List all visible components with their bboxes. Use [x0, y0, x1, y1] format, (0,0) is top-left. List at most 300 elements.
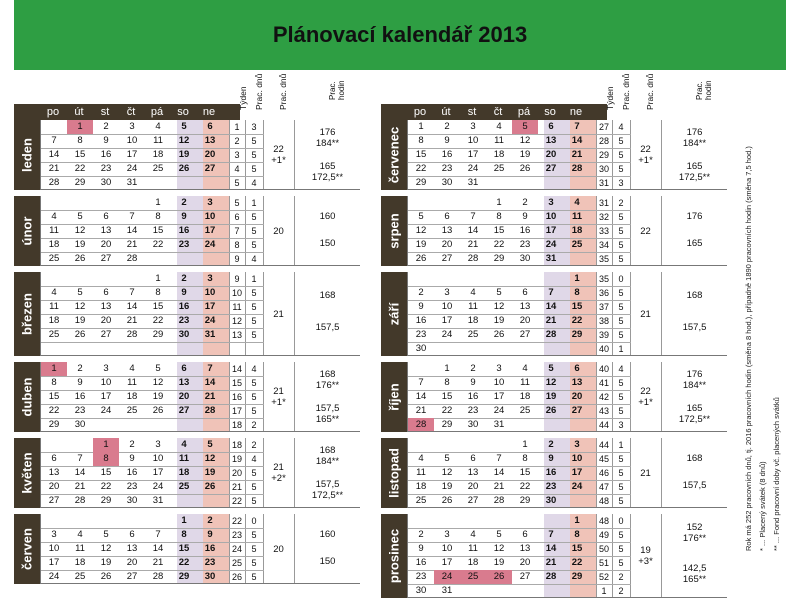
working-day-count: 0: [251, 516, 257, 526]
day-cell: 14: [467, 225, 479, 236]
day-cell: 19: [152, 391, 164, 402]
day-grid: [40, 272, 263, 356]
working-day-count: 2: [251, 420, 257, 430]
day-cell: 1: [181, 515, 187, 526]
week-number: 42: [598, 392, 609, 402]
day-cell: 1: [496, 197, 502, 208]
work-days-header: [263, 74, 295, 120]
month-srpen: [381, 196, 727, 266]
day-cell: 3: [129, 121, 135, 132]
week-number: 8: [234, 240, 240, 250]
day-cell: 26: [74, 329, 86, 340]
day-cell: 6: [470, 453, 476, 464]
day-cell: 9: [129, 453, 135, 464]
day-cell: 22: [571, 315, 583, 326]
week-number: 50: [598, 544, 609, 554]
day-grid: [407, 196, 630, 266]
day-cell: 13: [178, 377, 190, 388]
day-cell: 7: [548, 287, 554, 298]
month-únor: [14, 196, 360, 266]
working-day-count: 2: [251, 440, 257, 450]
work-days-value: 21: [640, 308, 651, 320]
working-day-count: 5: [618, 330, 624, 340]
work-hours-summary: [295, 514, 360, 584]
work-days-value: +1*: [638, 397, 653, 408]
day-cell: 12: [204, 453, 216, 464]
working-day-count: 5: [618, 164, 624, 174]
day-cell: 3: [574, 439, 580, 450]
work-hours-value: 172,5**: [311, 489, 344, 501]
day-cell: 4: [496, 121, 502, 132]
day-cell: 20: [519, 557, 531, 568]
month-bottom-line: [407, 189, 727, 190]
month-červenec: [381, 120, 727, 190]
day-cell: 26: [100, 571, 112, 582]
month-bottom-line: [40, 431, 360, 432]
day-cell: 17: [100, 391, 112, 402]
day-header-0: po: [413, 106, 427, 118]
day-cell: 23: [467, 405, 479, 416]
working-day-count: 4: [251, 254, 257, 264]
working-day-count: 5: [251, 530, 257, 540]
day-grid: [40, 362, 263, 432]
work-days-value: +1*: [271, 155, 286, 166]
day-cell: 11: [178, 453, 190, 464]
work-days-value: +1*: [271, 397, 286, 408]
work-days-value: +2*: [271, 473, 286, 484]
month-label-bar: [381, 514, 407, 598]
day-cell: 21: [415, 405, 427, 416]
month-name: leden: [19, 138, 35, 172]
week-number: 3: [234, 150, 240, 160]
day-cell: 12: [493, 543, 505, 554]
day-cell: 28: [74, 495, 86, 506]
day-cell: 31: [204, 329, 216, 340]
day-cell: 28: [48, 177, 60, 188]
day-cell: 31: [545, 253, 557, 264]
day-cell: 5: [496, 287, 502, 298]
day-cell: 12: [152, 377, 164, 388]
week-number: 48: [598, 516, 609, 526]
day-cell: 25: [493, 163, 505, 174]
day-cell: 3: [155, 439, 161, 450]
working-day-count: 4: [251, 454, 257, 464]
day-cell: 18: [48, 315, 60, 326]
day-cell: 9: [418, 301, 424, 312]
month-září: [381, 272, 727, 356]
month-bottom-line: [40, 265, 360, 266]
month-name: říjen: [386, 383, 402, 411]
week-number: 9: [234, 274, 240, 284]
work-days-header-text: Prac. dnů: [278, 73, 288, 110]
work-hours-header: [295, 74, 360, 120]
day-cell: 12: [415, 225, 427, 236]
day-cell: 8: [496, 211, 502, 222]
day-cell: 4: [418, 453, 424, 464]
week-header-text: Týden: [605, 85, 615, 110]
day-cell: 17: [571, 467, 583, 478]
week-number: 47: [598, 482, 609, 492]
day-cell: 11: [127, 377, 137, 388]
work-hours-value: 142,5: [682, 562, 707, 574]
work-hours-summary: [662, 514, 727, 598]
day-cell: 31: [441, 585, 453, 596]
day-cell: 3: [207, 273, 213, 284]
day-cell: 27: [467, 495, 479, 506]
week-number: 26: [231, 572, 242, 582]
month-label-bar: [381, 362, 407, 432]
day-cell: 20: [100, 315, 112, 326]
day-cell: 30: [415, 585, 427, 596]
day-cell: 9: [181, 287, 187, 298]
day-cell: 4: [155, 121, 161, 132]
day-cell: 23: [178, 239, 190, 250]
day-cell: 7: [207, 363, 213, 374]
day-cell: 3: [51, 529, 57, 540]
working-day-count: 5: [618, 454, 624, 464]
day-cell: 6: [444, 211, 450, 222]
work-hours-value: 165: [686, 238, 703, 249]
week-number: 44: [598, 440, 609, 450]
week-number: 11: [232, 302, 242, 312]
day-header-5: so: [544, 106, 556, 118]
day-cell: 21: [74, 481, 86, 492]
week-number: 21: [231, 482, 242, 492]
day-cell: 29: [74, 177, 86, 188]
day-cell: 8: [51, 377, 57, 388]
day-cell: 22: [100, 481, 112, 492]
day-cell: 17: [493, 391, 505, 402]
work-days-value: 21: [273, 386, 284, 397]
week-number: 46: [598, 468, 609, 478]
working-day-count: 5: [618, 496, 624, 506]
working-day-count: 5: [251, 212, 257, 222]
day-cell: 22: [178, 557, 190, 568]
day-cell: 15: [441, 391, 453, 402]
day-cell: 6: [103, 287, 109, 298]
working-day-count: 2: [618, 198, 624, 208]
day-header-4: pá: [517, 106, 531, 118]
day-cell: 29: [152, 329, 164, 340]
work-hours-value: 150: [319, 238, 336, 249]
month-label-bar: [381, 438, 407, 508]
month-prosinec: [381, 514, 727, 598]
day-cell: 29: [415, 177, 427, 188]
day-cell: 4: [470, 287, 476, 298]
day-cell: 19: [519, 149, 531, 160]
week-number: 38: [598, 316, 609, 326]
working-day-count: 5: [618, 544, 624, 554]
day-cell: 27: [571, 405, 583, 416]
day-cell: 30: [178, 329, 190, 340]
day-cell: 5: [77, 287, 83, 298]
day-cell: 3: [444, 287, 450, 298]
work-hours-value: 157,5: [682, 322, 707, 334]
day-cell: 16: [178, 225, 190, 236]
day-cell: 28: [493, 495, 505, 506]
working-day-count: 4: [251, 364, 257, 374]
working-day-count: 5: [251, 150, 257, 160]
day-cell: 20: [545, 149, 557, 160]
day-cell: 2: [418, 287, 424, 298]
day-cell: 19: [204, 467, 216, 478]
working-day-count: 5: [618, 212, 624, 222]
week-number: 35: [598, 254, 609, 264]
day-cell: 8: [155, 211, 161, 222]
month-label-bar: [14, 272, 40, 356]
month-červen: [14, 514, 360, 584]
week-number: 27: [598, 122, 609, 132]
work-days-value: 21: [273, 462, 284, 473]
day-cell: 30: [74, 419, 86, 430]
day-cell: 4: [470, 529, 476, 540]
day-cell: 27: [100, 329, 112, 340]
day-cell: 19: [493, 315, 505, 326]
day-cell: 24: [434, 570, 460, 584]
day-cell: 8: [574, 529, 580, 540]
working-day-count: 5: [251, 302, 257, 312]
day-cell: 8: [418, 135, 424, 146]
week-header-text: Týden: [238, 85, 248, 110]
month-label-bar: [381, 120, 407, 190]
day-cell: 3: [548, 197, 554, 208]
days-header-text: Prac. dnů: [621, 73, 631, 110]
footnote-summary: [744, 140, 756, 560]
week-number: 37: [598, 302, 609, 312]
day-grid: [407, 120, 630, 190]
work-hours-value: 176**: [315, 380, 340, 391]
day-cell: 25: [48, 329, 60, 340]
month-bottom-line: [40, 355, 360, 356]
day-cell: 13: [519, 301, 531, 312]
working-day-count: 5: [251, 330, 257, 340]
day-cell: 19: [493, 557, 505, 568]
day-cell: 16: [74, 391, 86, 402]
working-day-count: 5: [251, 164, 257, 174]
day-cell: 28: [126, 253, 138, 264]
week-number: 22: [231, 516, 242, 526]
day-cell: 21: [204, 391, 216, 402]
day-cell: 26: [204, 481, 216, 492]
calendar-first-half: [14, 73, 360, 582]
day-cell: 29: [571, 571, 583, 582]
day-cell: 25: [519, 405, 531, 416]
day-cell: 22: [441, 405, 453, 416]
week-number: 40: [598, 364, 609, 374]
day-cell: 13: [545, 135, 557, 146]
day-cell: 11: [153, 135, 163, 146]
day-cell: 12: [74, 301, 86, 312]
month-bottom-line: [407, 265, 727, 266]
month-bottom-line: [40, 507, 360, 508]
day-cell: 27: [545, 163, 557, 174]
working-day-count: 5: [618, 468, 624, 478]
day-cell: 4: [574, 197, 580, 208]
day-cell: 29: [441, 419, 453, 430]
work-hours-header: [662, 74, 727, 120]
day-cell: 7: [496, 453, 502, 464]
month-name: srpen: [386, 213, 402, 249]
month-bottom-line: [40, 583, 360, 584]
working-day-count: 5: [251, 482, 257, 492]
day-grid: [407, 272, 630, 356]
work-days-header: [630, 74, 662, 120]
day-cell: 31: [152, 495, 164, 506]
work-days-summary: [263, 362, 295, 432]
day-cell: 2: [418, 529, 424, 540]
day-cell: 15: [100, 467, 112, 478]
day-cell: 10: [467, 135, 479, 146]
day-cell: 24: [204, 239, 216, 250]
working-day-count: 4: [618, 122, 624, 132]
day-cell: 12: [441, 467, 453, 478]
day-cell: 11: [49, 225, 59, 236]
week-number: 4: [234, 164, 240, 174]
day-cell: 14: [126, 301, 138, 312]
day-cell: 25: [467, 329, 479, 340]
day-cell: 5: [418, 211, 424, 222]
week-number: 23: [231, 530, 242, 540]
day-cell: 10: [126, 135, 138, 146]
day-cell: 24: [126, 163, 138, 174]
column-header: [14, 74, 360, 120]
day-cell: 21: [571, 149, 583, 160]
week-number: 13: [231, 330, 242, 340]
week-number: 17: [231, 406, 242, 416]
day-cell: 21: [152, 557, 164, 568]
day-cell: 15: [178, 543, 190, 554]
day-cell: 16: [178, 301, 190, 312]
day-cell: 30: [519, 253, 531, 264]
day-cell: 30: [204, 571, 216, 582]
day-grid: [40, 438, 263, 508]
week-number: 7: [234, 226, 240, 236]
day-cell: 13: [100, 225, 112, 236]
work-hours-summary: [662, 196, 727, 266]
work-hours-value: 157,5: [682, 480, 707, 491]
day-cell: 15: [571, 301, 583, 312]
work-days-value: 22: [273, 144, 284, 155]
working-day-count: 5: [251, 406, 257, 416]
day-cell: 10: [204, 287, 216, 298]
week-number: 44: [598, 420, 609, 430]
day-cell: 24: [152, 481, 164, 492]
day-cell: 9: [207, 529, 213, 540]
day-cell: 28: [152, 571, 164, 582]
working-day-count: 2: [618, 572, 624, 582]
day-cell: 4: [77, 529, 83, 540]
day-cell: 31: [493, 419, 505, 430]
day-cell: 27: [204, 163, 216, 174]
month-name: duben: [19, 377, 35, 417]
week-number: 45: [598, 454, 609, 464]
day-cell: 24: [100, 405, 112, 416]
day-cell: 20: [571, 391, 583, 402]
working-day-count: 4: [251, 178, 257, 188]
week-number: 19: [231, 454, 242, 464]
month-name: březen: [19, 293, 35, 335]
month-label-bar: [381, 196, 407, 266]
working-day-count: 0: [618, 274, 624, 284]
week-number: 16: [231, 392, 242, 402]
working-day-count: 5: [251, 240, 257, 250]
week-number: 43: [598, 406, 609, 416]
title-banner: [14, 0, 786, 70]
working-day-count: 5: [618, 392, 624, 402]
work-hours-value: 165: [686, 160, 703, 172]
day-cell: 1: [67, 120, 93, 134]
day-cell: 21: [126, 239, 138, 250]
work-days-summary: [630, 196, 662, 266]
day-cell: 22: [571, 557, 583, 568]
day-cell: 23: [74, 405, 86, 416]
day-cell: 16: [467, 391, 479, 402]
day-cell: 13: [126, 543, 138, 554]
day-cell: 27: [178, 405, 190, 416]
day-cell: 21: [126, 315, 138, 326]
day-header-6: ne: [569, 106, 583, 118]
day-cell: 28: [545, 329, 557, 340]
day-cell: 2: [470, 363, 476, 374]
week-number: 18: [231, 420, 242, 430]
day-cell: 20: [204, 149, 216, 160]
week-number: 49: [598, 530, 609, 540]
work-hours-value: 165: [319, 160, 336, 172]
day-header-2: st: [467, 106, 477, 118]
work-hours-value: 165**: [682, 573, 707, 585]
week-number: 30: [598, 164, 609, 174]
week-number: 25: [231, 558, 242, 568]
day-grid: [40, 120, 263, 190]
day-cell: 11: [468, 301, 478, 312]
day-header-2: st: [100, 106, 110, 118]
working-day-count: 1: [618, 344, 624, 354]
day-cell: 25: [571, 239, 583, 250]
day-cell: 8: [574, 287, 580, 298]
day-cell: 24: [571, 481, 583, 492]
week-number: 29: [598, 150, 609, 160]
work-hours-value: 168: [686, 290, 703, 302]
day-cell: 2: [444, 121, 450, 132]
day-cell: 12: [74, 225, 86, 236]
day-cell: 6: [522, 287, 528, 298]
working-day-count: 1: [618, 440, 624, 450]
day-cell: 8: [522, 453, 528, 464]
day-cell: 17: [545, 225, 557, 236]
day-cell: 13: [467, 467, 479, 478]
work-days-summary: [263, 514, 295, 584]
day-grid: [407, 438, 630, 508]
day-cell: 10: [100, 377, 112, 388]
month-name: únor: [19, 216, 35, 246]
day-cell: 11: [416, 467, 426, 478]
day-cell: 19: [441, 481, 453, 492]
week-number: 12: [231, 316, 242, 326]
work-days-value: 21: [640, 467, 651, 479]
week-number: 18: [231, 440, 242, 450]
working-day-count: 5: [618, 150, 624, 160]
day-cell: 16: [100, 149, 112, 160]
month-leden: [14, 120, 360, 190]
day-cell: 26: [415, 253, 427, 264]
day-cell: 26: [152, 405, 164, 416]
day-cell: 4: [51, 287, 57, 298]
day-cell: 20: [178, 391, 190, 402]
work-days-value: 21: [273, 308, 284, 320]
day-cell: 5: [496, 529, 502, 540]
day-cell: 15: [74, 149, 86, 160]
day-cell: 6: [207, 121, 213, 132]
